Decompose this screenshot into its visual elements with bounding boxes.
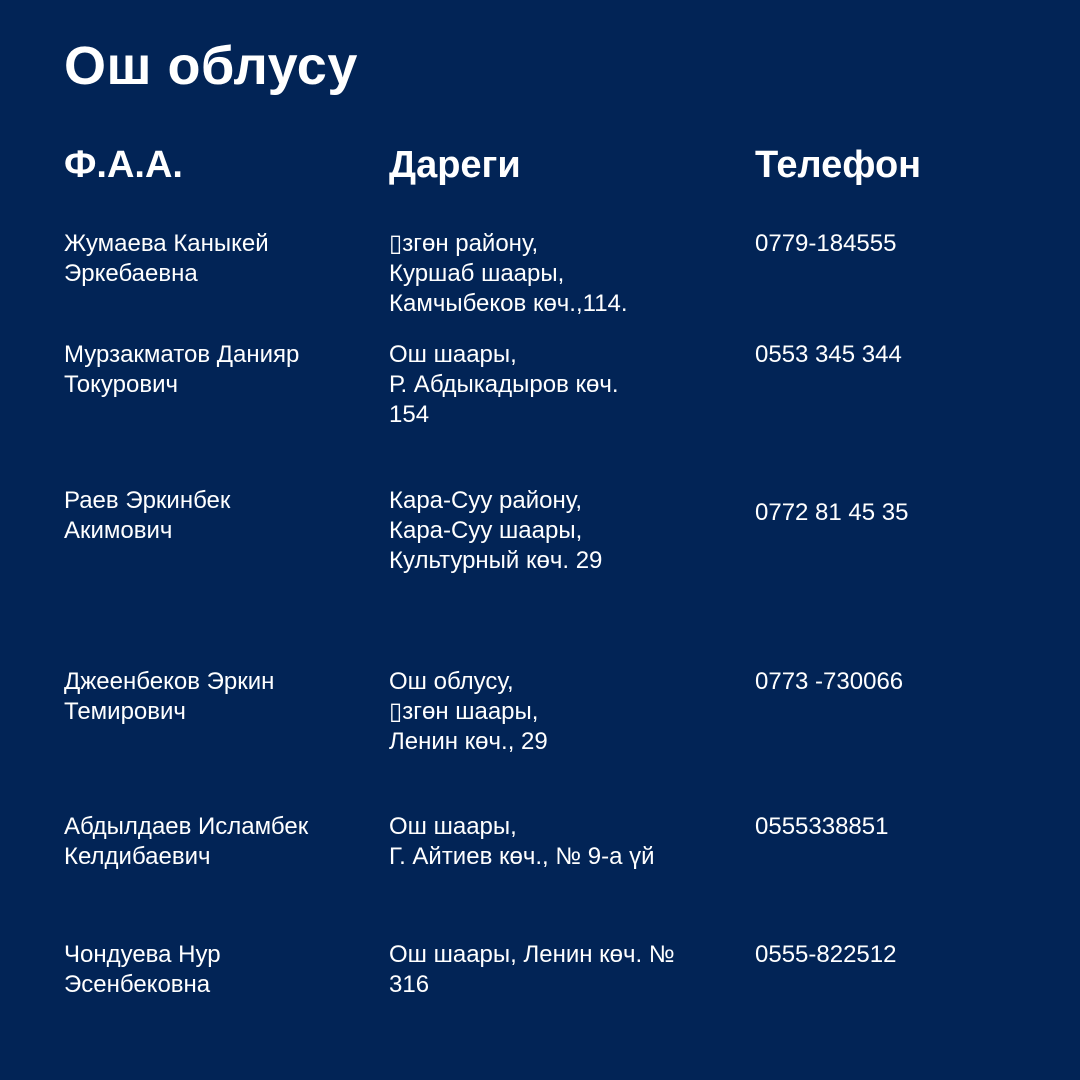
row-name: Мурзакматов Данияр Токурович [64,341,300,398]
row-address: Ош облусу, ▯згөн шаары, Ленин көч., 29 [389,668,548,755]
row-name: Чондуева Нур Эсенбековна [64,941,221,998]
row-name: Джеенбеков Эркин Темирович [64,668,275,725]
row-phone: 0555338851 [755,813,889,840]
row-address: Ош шаары, Ленин көч. № 316 [389,941,675,998]
row-address: ▯згөн району, Куршаб шаары, Камчыбеков көч.,114. [389,230,628,317]
page-title: Ош облусу [64,36,358,96]
row-phone: 0779-184555 [755,230,897,257]
column-header-address: Дареги [389,144,521,186]
row-name: Раев Эркинбек Акимович [64,487,231,544]
row-name: Жумаева Каныкей Эркебаевна [64,230,269,287]
row-name: Абдылдаев Исламбек Келдибаевич [64,813,309,870]
row-phone: 0553 345 344 [755,341,902,368]
column-header-phone: Телефон [755,144,922,186]
column-header-name: Ф.А.А. [64,144,183,186]
row-address: Ош шаары, Г. Айтиев көч., № 9-а үй [389,813,655,870]
row-address: Ош шаары, Р. Абдыкадыров көч. 154 [389,341,619,428]
row-phone: 0773 -730066 [755,668,904,695]
row-phone: 0772 81 45 35 [755,499,909,526]
row-address: Кара-Суу району, Кара-Суу шаары, Культурный көч. 29 [389,487,603,574]
row-phone: 0555-822512 [755,941,897,968]
